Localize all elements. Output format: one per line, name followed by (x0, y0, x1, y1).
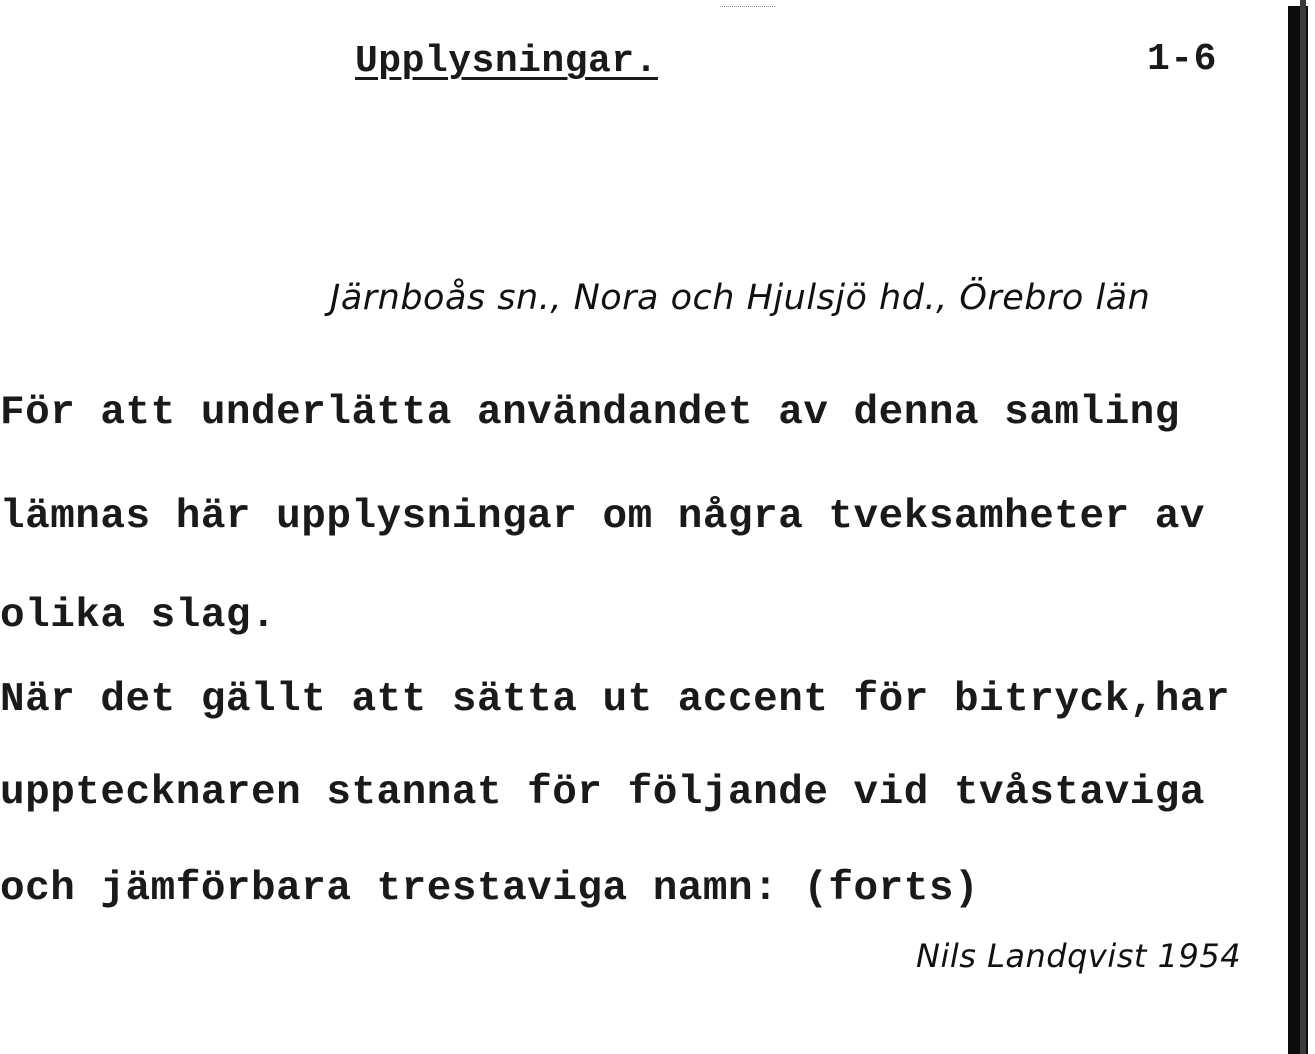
signature: Nils Landqvist 1954 (916, 937, 1242, 975)
card-title: Upplysningar. (355, 40, 658, 83)
body-line: För att underlätta användandet av denna samling (0, 390, 1180, 436)
location-line: Järnboås sn., Nora och Hjulsjö hd., Örebro län (330, 278, 1151, 318)
scan-artifact (720, 6, 775, 8)
body-line: lämnas här upplysningar om några tveksamheter av (0, 494, 1205, 540)
body-line: olika slag. (0, 593, 277, 639)
body-line: upptecknaren stannat för följande vid tvåstaviga (0, 770, 1205, 816)
body-line: När det gällt att sätta ut accent för bitryck,har (0, 677, 1231, 723)
page-number: 1-6 (1147, 38, 1217, 81)
card-edge-shadow (1300, 0, 1306, 1054)
body-line: och jämförbara trestaviga namn: (forts) (0, 866, 980, 912)
